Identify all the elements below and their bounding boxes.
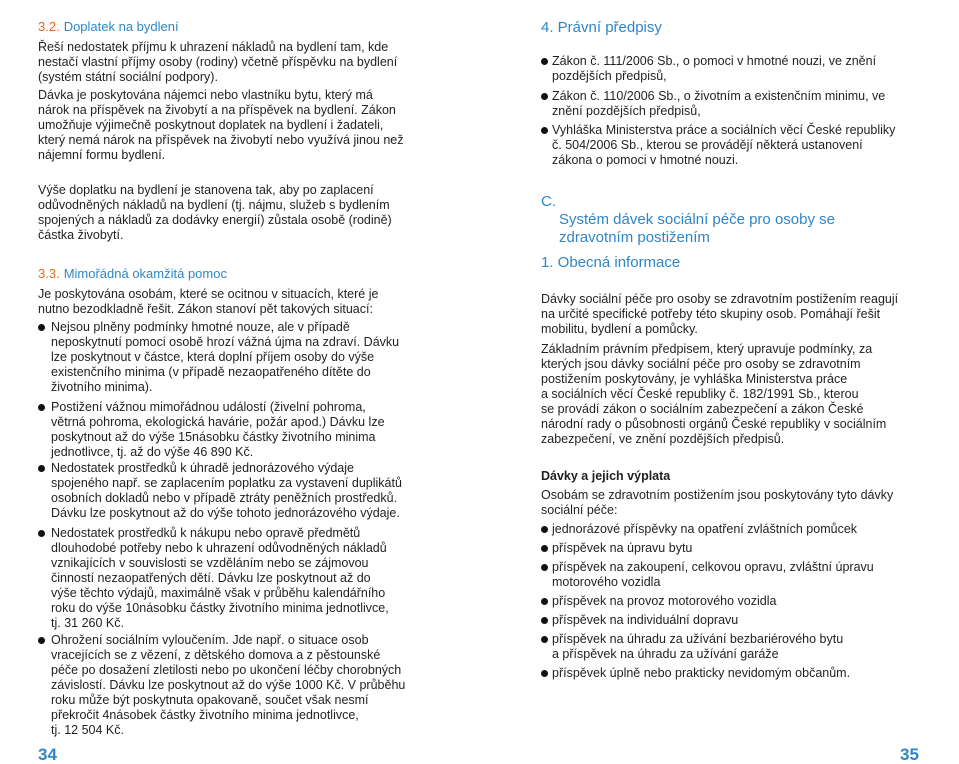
list-item-text: jednorázové příspěvky na opatření zvláštních pomůcek [552, 522, 858, 536]
list-item-text: příspěvek úplně nebo prakticky nevidomým občanům. [552, 666, 851, 680]
section-title: Doplatek na bydlení [63, 19, 179, 34]
paragraph: Je poskytována osobám, které se ocitnou v situacích, které je nutno bezodkladně řešit. Zákon stanoví pět takových situací: [38, 287, 379, 316]
list-item-text: příspěvek na zakoupení, celkovou opravu, zvláštní úpravu motorového vozidla [552, 560, 874, 589]
paragraph: Osobám se zdravotním postižením jsou poskytovány tyto dávky sociální péče: [541, 488, 894, 517]
list-item [38, 461, 468, 521]
bullet-icon [541, 564, 548, 571]
benefits-list [541, 522, 951, 685]
section-letter: C. [541, 193, 556, 210]
list-item [541, 541, 951, 556]
left-page [0, 0, 479, 763]
paragraph: Základním právním předpisem, který upravuje podmínky, za kterých jsou dávky sociální péče pro osoby se zdravotním postižením poskytovány, je vyhláška Ministerstva práce a sociálních věcí České republiky č. 182/1991 Sb., kterou se provádí zákon o sociálním zabezpečení a zákon České národní rady o působnosti orgánů České republiky v sociálním zabezpečení, ve znění pozdějších předpisů. [541, 342, 887, 446]
paragraph: Řeší nedostatek příjmu k uhrazení nákladů na bydlení tam, kde nestačí vlastní příjmy osoby (rodiny) včetně příspěvku na bydlení (systém státní sociální podpory). [38, 40, 398, 84]
list-item-text: Vyhláška Ministerstva práce a sociálních věcí České republiky č. 504/2006 Sb., kterou se provádějí některá ustanovení zákona o pomoci v hmotné nouzi. [552, 123, 896, 167]
paragraph: Dávky sociální péče pro osoby se zdravotním postižením reagují na určité specifické potřeby této skupiny osob. Pomáhají řešit mobilitu, bydlení a pomůcky. [541, 292, 899, 336]
list-item [38, 633, 468, 738]
section-heading-1: 1. Obecná informace [541, 254, 681, 271]
list-item-text: Nejsou plněny podmínky hmotné nouze, ale v případě neposkytnutí pomoci osobě hrozí vážná újma na zdraví. Dávku lze poskytnout v částce, která doplní příjem osoby do výše existenčního minima (v případě nezaopatřeného dítěte do životního minima). [51, 320, 400, 394]
list-item [541, 666, 951, 681]
bullet-icon [38, 637, 45, 644]
list-item-text: příspěvek na úpravu bytu [552, 541, 693, 555]
list-item [541, 522, 951, 537]
list-item [38, 320, 468, 395]
right-page [479, 0, 959, 763]
list-item-text: Postižení vážnou mimořádnou událostí (živelní pohroma, větrná pohroma, ekologická havárie, požár apod.) Dávku lze poskytnout až do výše 15násobku částky životního minima jednotlivce, tj. až do výše 46 890 Kč. [51, 400, 385, 459]
bullet-icon [541, 58, 548, 65]
list-item-text: Ohrožení sociálním vyloučením. Jde např. o situace osob vracejících se z vězení, z dětského domova a z pěstounské péče po dosažení zletilosti nebo po ukončení léčby chorobných závislostí. Dávku lze poskytnout až do výše 1000 Kč. V průběhu roku může být poskytnuta opakovaně, součet však nesmí překročit 4násobek částky životního minima jednotlivce, tj. 12 504 Kč. [51, 633, 406, 737]
list-item [541, 560, 951, 590]
list-item [38, 526, 468, 631]
list-item-text: příspěvek na individuální dopravu [552, 613, 739, 627]
section-number: 3.3. [38, 266, 60, 281]
bullet-icon [541, 127, 548, 134]
section-title: Systém dávek sociální péče pro osoby se zdravotním postižením [559, 211, 835, 246]
subheading: Dávky a jejich výplata [541, 469, 671, 483]
paragraph: Výše doplatku na bydlení je stanovena tak, aby po zaplacení odůvodněných nákladů na bydlení (tj. nájmu, služeb s bydlením spojených a nákladů za dodávky energií) zůstala osobě (rodině) částka živobytí. [38, 183, 392, 242]
bullet-icon [541, 598, 548, 605]
list-item [541, 632, 951, 662]
section-title: Mimořádná okamžitá pomoc [63, 266, 227, 281]
bullet-icon [541, 545, 548, 552]
bullet-icon [38, 530, 45, 537]
list-item [541, 613, 951, 628]
list-item-text: příspěvek na provoz motorového vozidla [552, 594, 777, 608]
list-item [541, 89, 951, 119]
bullet-icon [38, 324, 45, 331]
page-number: 34 [38, 745, 57, 764]
bullet-icon [541, 617, 548, 624]
section-heading-4: 4. Právní předpisy [541, 19, 662, 36]
list-item [38, 400, 468, 460]
bullet-icon [541, 636, 548, 643]
section-heading-c [541, 193, 951, 247]
bullet-icon [38, 404, 45, 411]
page-number: 35 [900, 745, 919, 764]
list-item-text: Nedostatek prostředků k úhradě jednorázového výdaje spojeného např. se zaplacením poplatku za vystavení duplikátů osobních dokladů nebo v případě ztráty peněžních prostředků. Dávku lze poskytnout až do výše tohoto jednorázového výdaje. [51, 461, 402, 520]
list-item-text: Zákon č. 110/2006 Sb., o životním a existenčním minimu, ve znění pozdějších předpisů, [552, 89, 886, 118]
list-item-text: Nedostatek prostředků k nákupu nebo opravě předmětů dlouhodobé potřeby nebo k uhrazení odůvodněných nákladů vznikajících v souvislosti se vzděláním nebo se zájmovou činností nezaopatřených dětí. Dávku lze poskytnout až do výše těchto výdajů, maximálně však v průběhu kalendářního roku do výše 10násobku částky životního minima jednotlivce, tj. 31 260 Kč. [51, 526, 389, 630]
paragraph: Dávka je poskytována nájemci nebo vlastníku bytu, který má nárok na příspěvek na živobytí a na příspěvek na bydlení. Zákon umožňuje výjimečně poskytnout doplatek na bydlení i žadateli, který nemá nárok na příspěvek na živobytí nebo využívá jinou než nájemní formu bydlení. [38, 88, 404, 162]
bullet-icon [541, 670, 548, 677]
bullet-icon [541, 526, 548, 533]
bullet-icon [541, 93, 548, 100]
bullet-icon [38, 465, 45, 472]
section-heading-3-3 [38, 266, 227, 282]
section-number: 3.2. [38, 19, 60, 34]
list-item-text: Zákon č. 111/2006 Sb., o pomoci v hmotné nouzi, ve znění pozdějších předpisů, [552, 54, 877, 83]
section-heading-3-2 [38, 19, 179, 35]
list-item [541, 594, 951, 609]
list-item-text: příspěvek na úhradu za užívání bezbariérového bytu a příspěvek na úhradu za užívání garáže [552, 632, 844, 661]
list-item [541, 123, 951, 168]
list-item [541, 54, 951, 84]
